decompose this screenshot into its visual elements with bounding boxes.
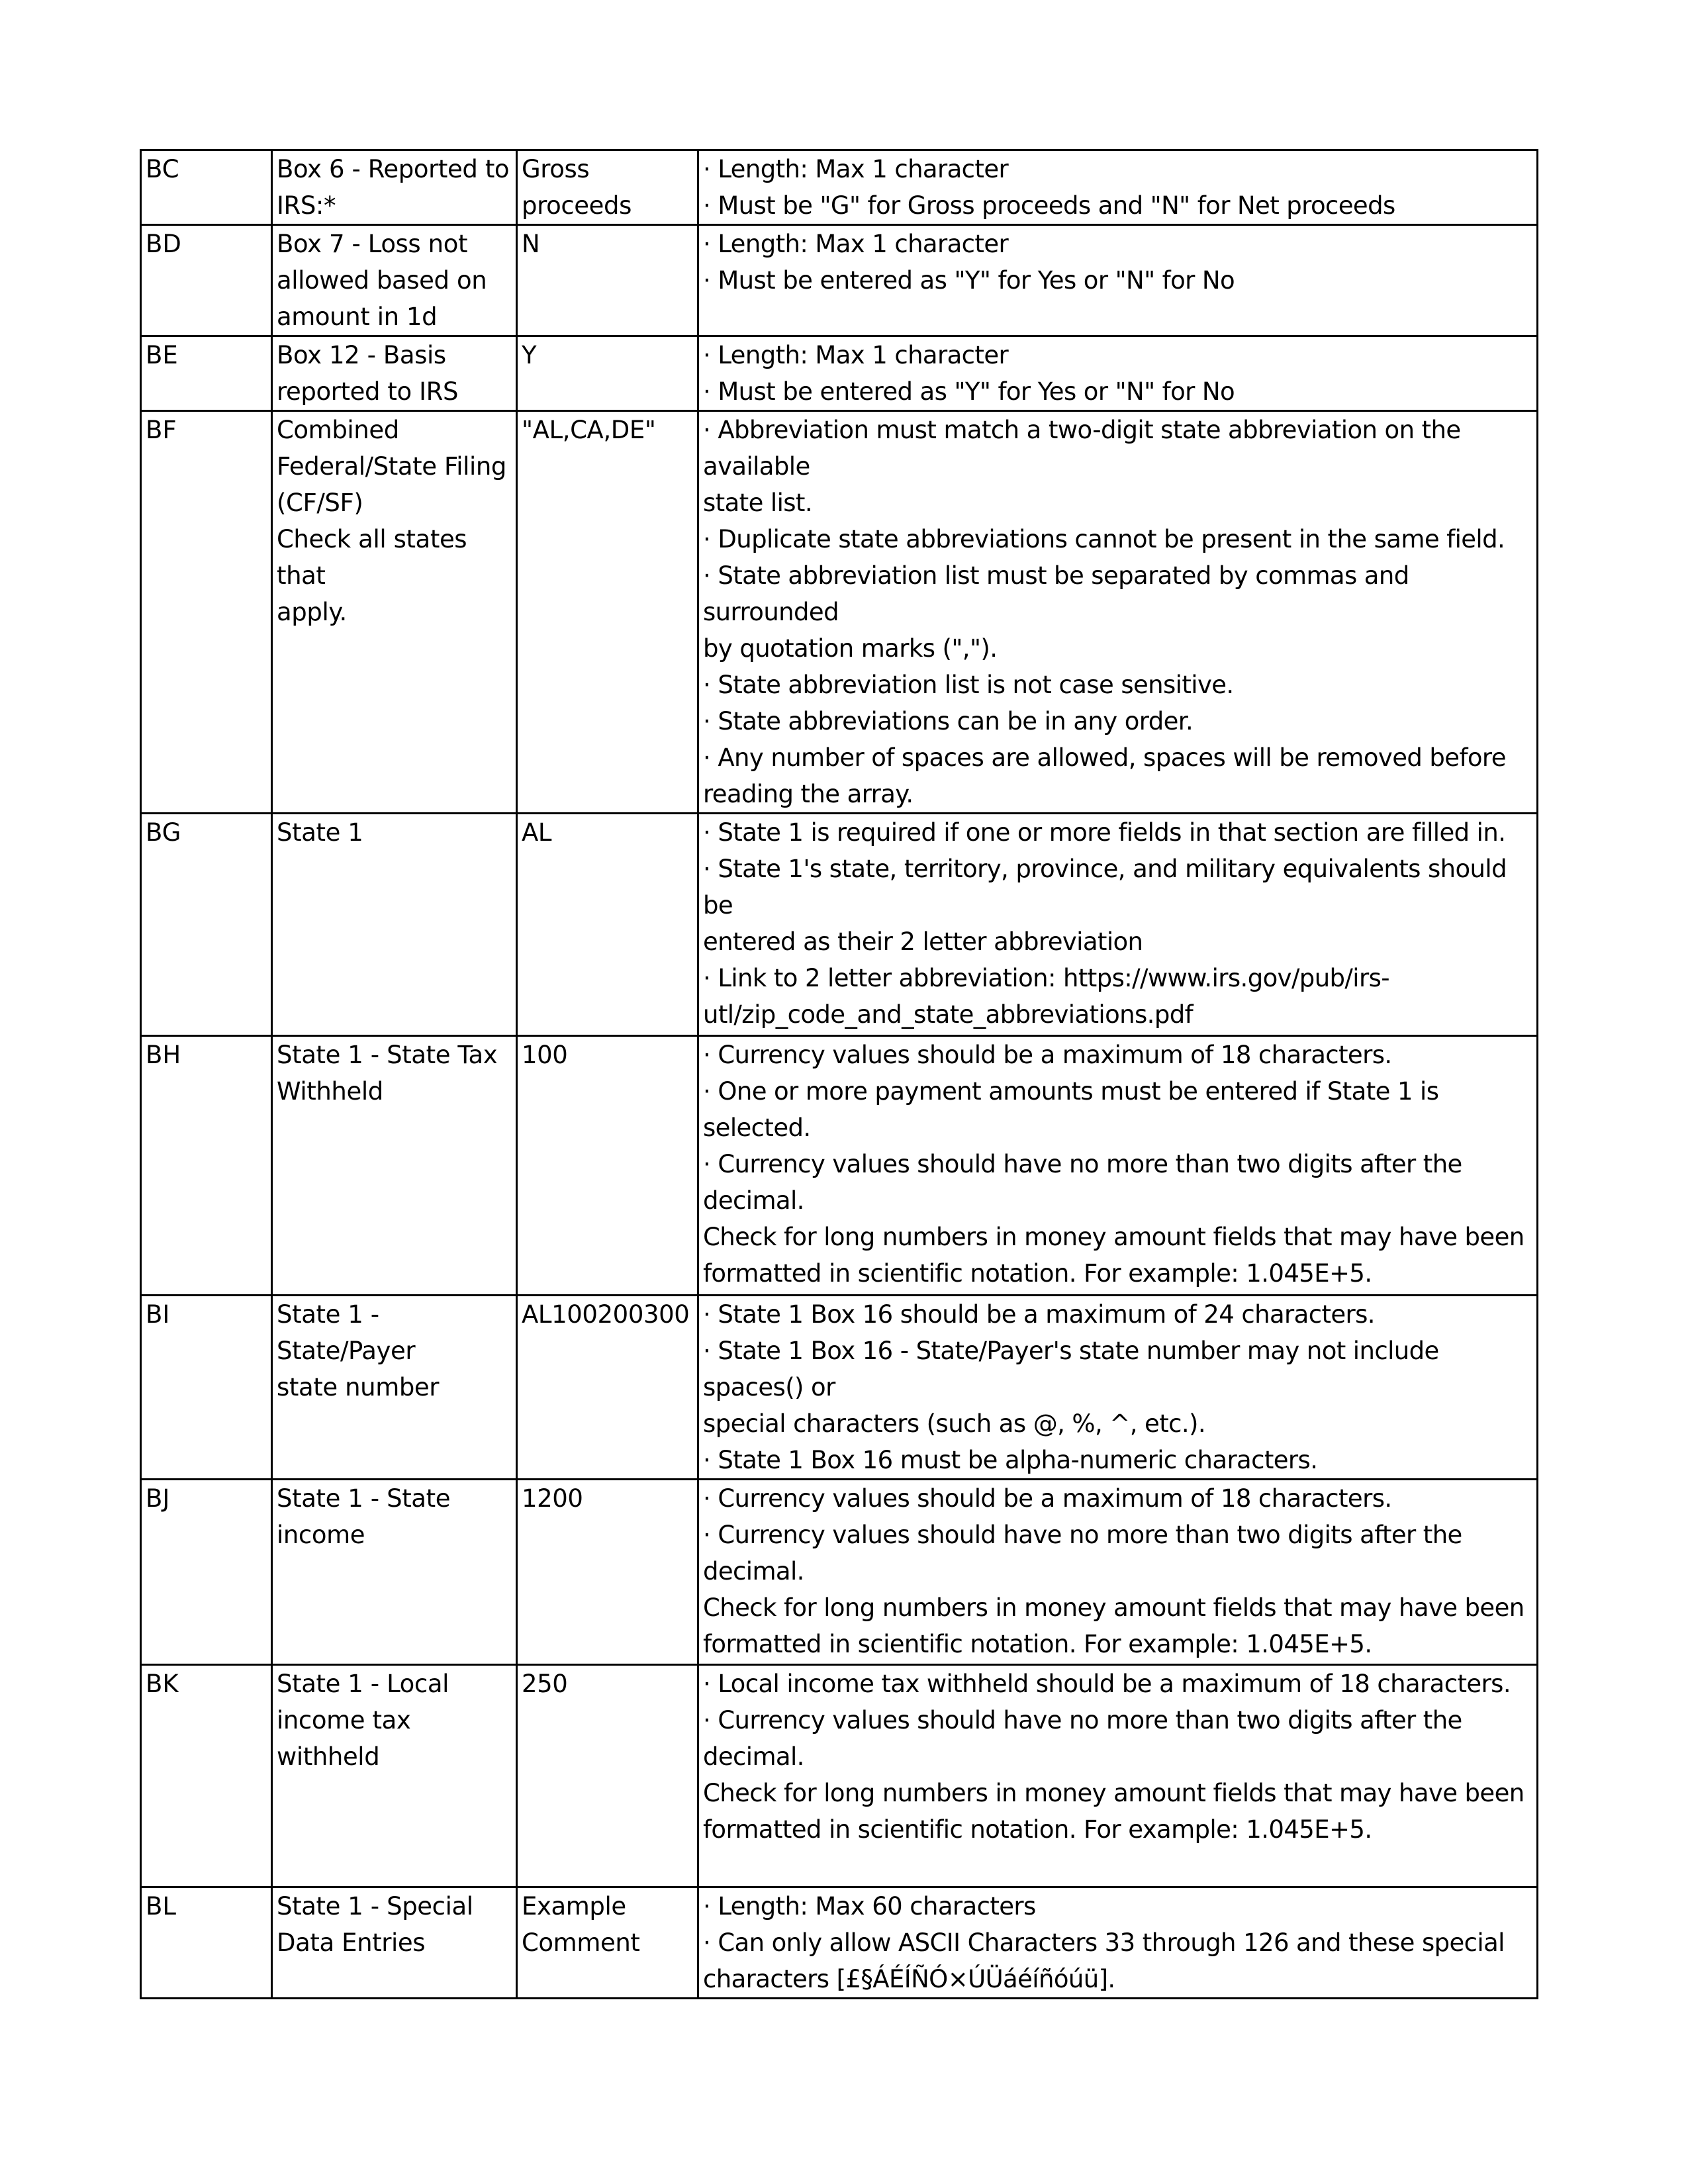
- field-name-cell: [272, 1036, 517, 1296]
- field-name-line: Box 7 - Loss not: [277, 230, 468, 258]
- field-name-cell: [272, 336, 517, 411]
- validation-rule-line: · State abbreviation list must be separated by commas and surrounded: [703, 561, 1409, 626]
- field-name-line: allowed based on: [277, 266, 487, 295]
- validation-rule-line: reading the array.: [703, 780, 914, 808]
- validation-rule-line: · Length: Max 1 character: [703, 341, 1009, 369]
- validation-rule-line: · State 1's state, territory, province, and military equivalents should be: [703, 855, 1507, 920]
- column-code: BG: [146, 818, 181, 847]
- validation-rule-line: · State abbreviation list is not case sensitive.: [703, 671, 1234, 699]
- field-name-line: income tax withheld: [277, 1706, 411, 1771]
- validation-rule-line: · Must be entered as "Y" for Yes or "N" for No: [703, 377, 1235, 406]
- example-value-line: proceeds: [522, 191, 632, 220]
- column-code: BI: [146, 1300, 170, 1329]
- table-row: [141, 1887, 1538, 1999]
- column-code-cell: [141, 411, 272, 814]
- example-value-line: 250: [522, 1670, 568, 1698]
- example-value-cell: [517, 411, 698, 814]
- example-value-line: Comment: [522, 1928, 640, 1957]
- validation-rule-line: · One or more payment amounts must be entered if State 1 is selected.: [703, 1077, 1439, 1142]
- table-row: [141, 814, 1538, 1036]
- field-name-line: Combined: [277, 416, 399, 444]
- validation-rule-line: · Abbreviation must match a two-digit state abbreviation on the available: [703, 416, 1461, 481]
- table-row: [141, 1296, 1538, 1480]
- column-code: BH: [146, 1041, 181, 1069]
- validation-rules-cell: [698, 1296, 1538, 1480]
- validation-rule-line: · Can only allow ASCII Characters 33 through 126 and these special: [703, 1928, 1505, 1957]
- example-value-cell: [517, 336, 698, 411]
- validation-rule-line: Check for long numbers in money amount fields that may have been: [703, 1223, 1524, 1251]
- table-row: [141, 150, 1538, 225]
- validation-rule-line: · Currency values should have no more than two digits after the decimal.: [703, 1706, 1462, 1771]
- table-row: [141, 411, 1538, 814]
- column-code-cell: [141, 150, 272, 225]
- field-name-line: State 1 - Local: [277, 1670, 449, 1698]
- column-code-cell: [141, 814, 272, 1036]
- validation-rule-line: Check for long numbers in money amount fields that may have been: [703, 1779, 1524, 1807]
- field-name-line: State 1 - State/Payer: [277, 1300, 416, 1365]
- validation-rules-cell: [698, 1887, 1538, 1999]
- validation-rule-line: · State 1 Box 16 - State/Payer's state number may not include spaces() or: [703, 1337, 1439, 1401]
- column-code-cell: [141, 1296, 272, 1480]
- validation-rule-line: · Currency values should be a maximum of 18 characters.: [703, 1484, 1392, 1513]
- table-row: [141, 1480, 1538, 1665]
- validation-rule-line: characters [£§ÁÉÍÑÓ×ÚÜáéíñóúü].: [703, 1965, 1115, 1993]
- validation-rule-line: · State 1 is required if one or more fields in that section are filled in.: [703, 818, 1506, 847]
- example-value-line: 1200: [522, 1484, 583, 1513]
- field-name-line: State 1: [277, 818, 363, 847]
- column-code: BC: [146, 155, 179, 183]
- field-name-cell: [272, 1480, 517, 1665]
- validation-rules-cell: [698, 225, 1538, 336]
- field-name-line: IRS:*: [277, 191, 336, 220]
- field-name-line: (CF/SF): [277, 489, 363, 517]
- column-code: BK: [146, 1670, 179, 1698]
- column-code: BD: [146, 230, 181, 258]
- example-value-cell: [517, 150, 698, 225]
- field-name-cell: [272, 225, 517, 336]
- validation-rule-line: · Currency values should be a maximum of 18 characters.: [703, 1041, 1392, 1069]
- validation-rules-cell: [698, 150, 1538, 225]
- field-name-line: Box 12 - Basis: [277, 341, 446, 369]
- field-name-line: Data Entries: [277, 1928, 426, 1957]
- field-name-line: State 1 - State: [277, 1484, 451, 1513]
- field-name-line: amount in 1d: [277, 303, 438, 331]
- validation-rule-line: · Duplicate state abbreviations cannot be present in the same field.: [703, 525, 1505, 553]
- field-name-line: Check all states that: [277, 525, 467, 590]
- field-name-line: state number: [277, 1373, 440, 1401]
- column-code-cell: [141, 1036, 272, 1296]
- field-spec-table: [140, 149, 1538, 1999]
- validation-rule-line: · Link to 2 letter abbreviation: https://www.irs.gov/pub/irs-: [703, 964, 1390, 992]
- validation-rule-line: · Length: Max 1 character: [703, 230, 1009, 258]
- example-value-line: "AL,CA,DE": [522, 416, 656, 444]
- column-code-cell: [141, 1887, 272, 1999]
- example-value-cell: [517, 225, 698, 336]
- field-name-line: State 1 - State Tax: [277, 1041, 498, 1069]
- field-name-line: Withheld: [277, 1077, 383, 1106]
- field-name-line: apply.: [277, 598, 347, 626]
- table-row: [141, 336, 1538, 411]
- example-value-line: 100: [522, 1041, 568, 1069]
- validation-rule-line: · Any number of spaces are allowed, spaces will be removed before: [703, 743, 1506, 772]
- example-value-cell: [517, 1036, 698, 1296]
- validation-rule-line: · State 1 Box 16 should be a maximum of 24 characters.: [703, 1300, 1375, 1329]
- validation-rule-line: · Local income tax withheld should be a maximum of 18 characters.: [703, 1670, 1511, 1698]
- validation-rules-cell: [698, 411, 1538, 814]
- validation-rule-line: entered as their 2 letter abbreviation: [703, 927, 1143, 956]
- validation-rules-cell: [698, 1480, 1538, 1665]
- validation-rules-cell: [698, 336, 1538, 411]
- validation-rule-line: formatted in scientific notation. For example: 1.045E+5.: [703, 1815, 1372, 1844]
- table-row: [141, 1036, 1538, 1296]
- validation-rule-line: state list.: [703, 489, 812, 517]
- example-value-cell: [517, 1887, 698, 1999]
- example-value-line: N: [522, 230, 540, 258]
- validation-rules-cell: [698, 1036, 1538, 1296]
- example-value-cell: [517, 1296, 698, 1480]
- validation-rule-line: formatted in scientific notation. For example: 1.045E+5.: [703, 1630, 1372, 1658]
- validation-rule-line: by quotation marks (",").: [703, 634, 998, 663]
- column-code-cell: [141, 1480, 272, 1665]
- field-name-cell: [272, 1296, 517, 1480]
- example-value-line: AL: [522, 818, 552, 847]
- field-name-cell: [272, 1887, 517, 1999]
- example-value-cell: [517, 1480, 698, 1665]
- column-code-cell: [141, 225, 272, 336]
- example-value-line: AL100200300: [522, 1300, 690, 1329]
- field-name-cell: [272, 150, 517, 225]
- column-code-cell: [141, 1665, 272, 1887]
- validation-rule-line: · Must be "G" for Gross proceeds and "N" for Net proceeds: [703, 191, 1395, 220]
- validation-rule-line: special characters (such as @, %, ^, etc.).: [703, 1409, 1206, 1438]
- field-name-line: reported to IRS: [277, 377, 459, 406]
- column-code: BJ: [146, 1484, 170, 1513]
- column-code: BL: [146, 1892, 176, 1921]
- column-code: BE: [146, 341, 178, 369]
- validation-rule-line: · Length: Max 60 characters: [703, 1892, 1036, 1921]
- validation-rule-line: utl/zip_code_and_state_abbreviations.pdf: [703, 1000, 1194, 1029]
- validation-rule-line: · State abbreviations can be in any order.: [703, 707, 1194, 736]
- example-value-line: Y: [522, 341, 537, 369]
- validation-rule-line: · Must be entered as "Y" for Yes or "N" for No: [703, 266, 1235, 295]
- field-name-line: Box 6 - Reported to: [277, 155, 510, 183]
- field-name-cell: [272, 814, 517, 1036]
- field-name-line: State 1 - Special: [277, 1892, 473, 1921]
- validation-rules-cell: [698, 1665, 1538, 1887]
- example-value-line: Example: [522, 1892, 626, 1921]
- validation-rule-line: · Length: Max 1 character: [703, 155, 1009, 183]
- table-row: [141, 1665, 1538, 1887]
- field-name-cell: [272, 1665, 517, 1887]
- table-row: [141, 225, 1538, 336]
- column-code-cell: [141, 336, 272, 411]
- validation-rule-line: Check for long numbers in money amount fields that may have been: [703, 1593, 1524, 1622]
- example-value-cell: [517, 1665, 698, 1887]
- field-name-cell: [272, 411, 517, 814]
- validation-rule-line: · Currency values should have no more than two digits after the decimal.: [703, 1150, 1462, 1215]
- column-code: BF: [146, 416, 177, 444]
- field-name-line: income: [277, 1521, 365, 1549]
- validation-rule-line: · Currency values should have no more than two digits after the decimal.: [703, 1521, 1462, 1586]
- validation-rule-line: · State 1 Box 16 must be alpha-numeric characters.: [703, 1446, 1318, 1474]
- example-value-cell: [517, 814, 698, 1036]
- validation-rules-cell: [698, 814, 1538, 1036]
- field-spec-rows: [141, 150, 1538, 1999]
- validation-rule-line: formatted in scientific notation. For example: 1.045E+5.: [703, 1259, 1372, 1288]
- example-value-line: Gross: [522, 155, 590, 183]
- field-name-line: Federal/State Filing: [277, 452, 506, 481]
